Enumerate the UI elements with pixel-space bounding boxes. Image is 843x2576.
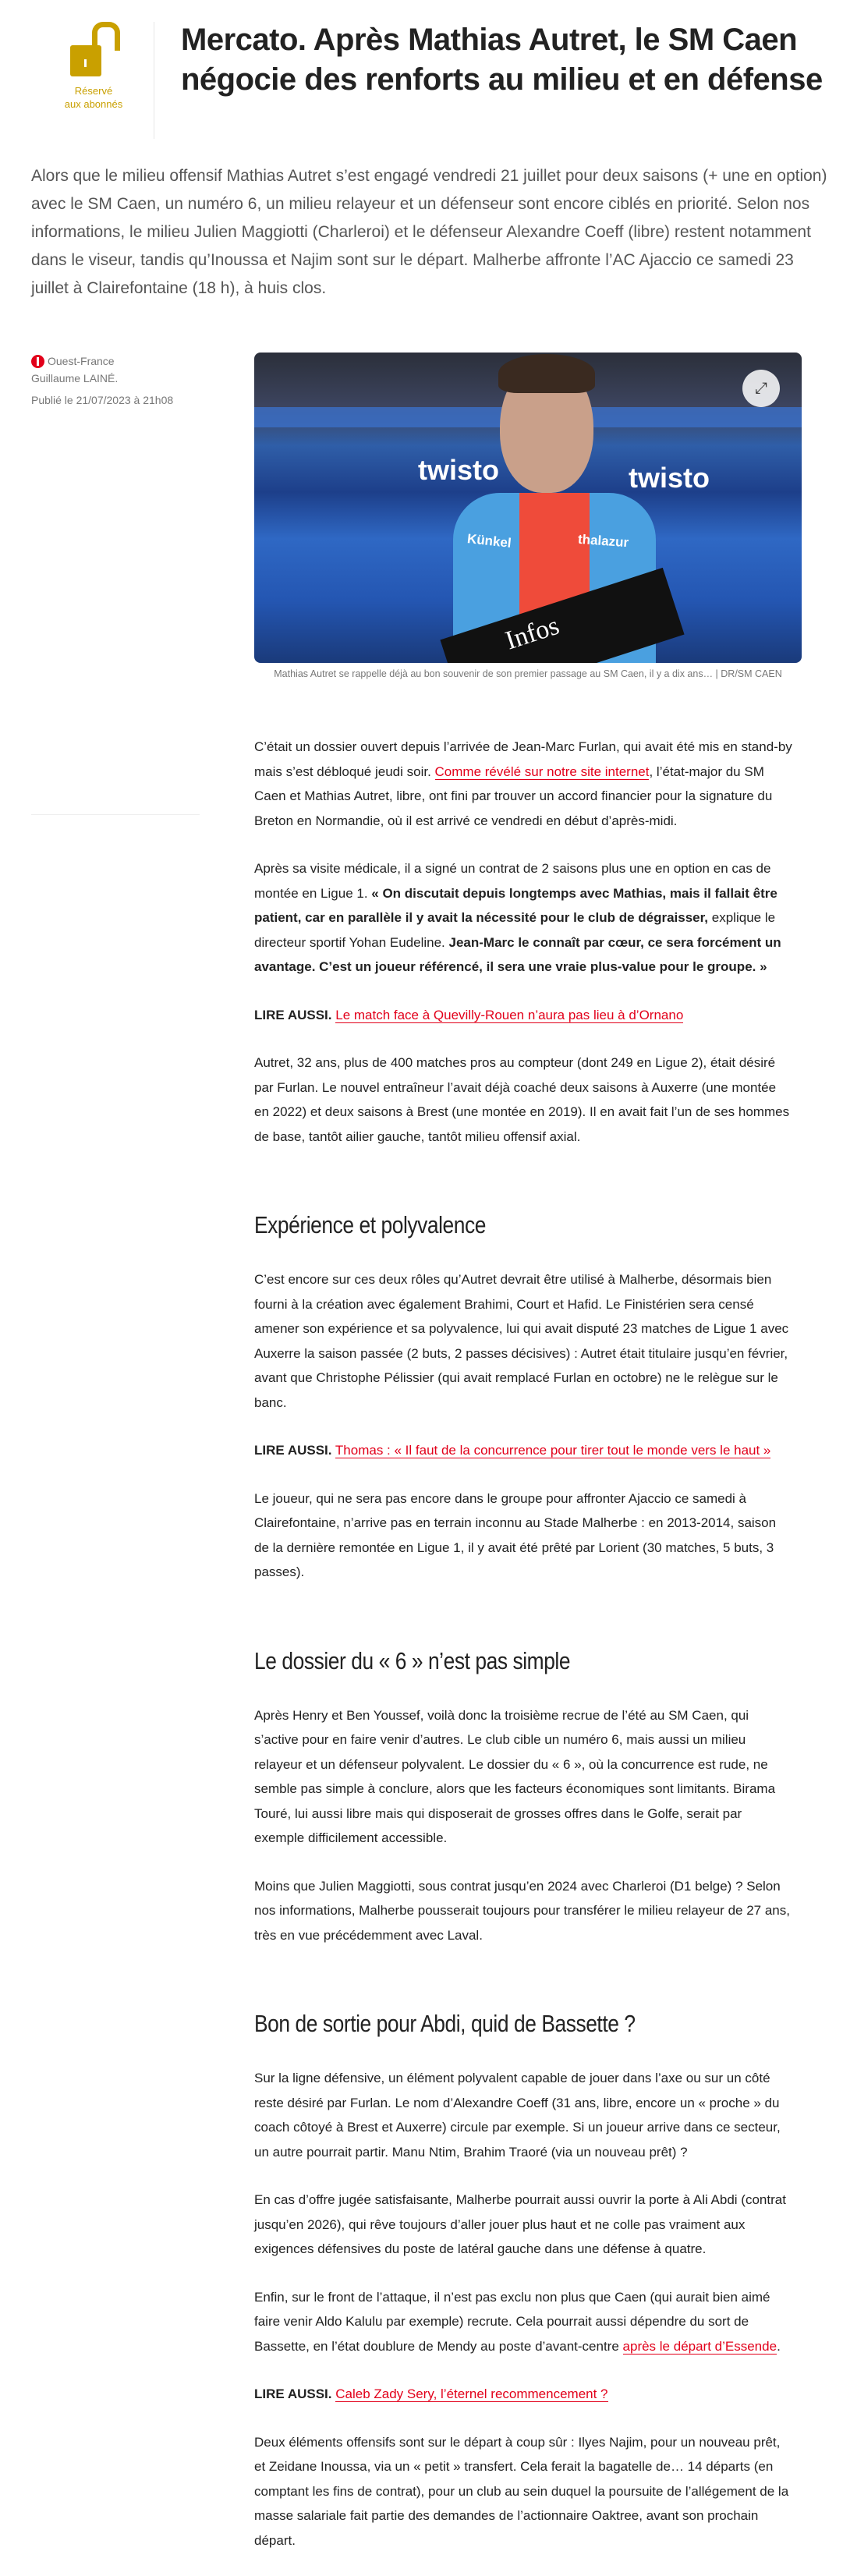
paragraph: En cas d’offre jugée satisfaisante, Malherbe pourrait aussi ouvrir la porte à Ali Abdi (contrat jusqu’en 2026), qui rêve toujours d’aller jouer plus haut et ne colle pas vraiment aux exigences défensives du poste de latéral gauche dans une défense à quatre.	[254, 2192, 786, 2256]
read-also-link[interactable]: Le match face à Quevilly-Rouen n’aura pas lieu à d’Ornano	[335, 1007, 684, 1022]
paragraph: C’est encore sur ces deux rôles qu’Autret devrait être utilisé à Malherbe, désormais bien fourni à la création avec également Brahimi, Court et Hafid. Le Finistérien sera censé amener son expérience et sa polyvalence, lui qui avait disputé 23 matches de Ligue 1 avec Auxerre la saison passée (2 buts, 2 passes décisives) : Autret était titulaire jusqu’en février, avant que Christophe Pélissier (qui avait remplacé Furlan en octobre) ne le relègue sur le banc.	[254, 1272, 789, 1410]
photo-caption: Mathias Autret se rappelle déjà au bon souvenir de son premier passage au SM Caen, il y a dix ans… | DR/SM CAEN	[274, 668, 782, 679]
author: Guillaume LAINÉ.	[31, 372, 119, 384]
article-photo[interactable]	[254, 353, 802, 663]
text: Enfin, sur le front de l’attaque, il n’est pas exclu non plus que Caen (qui aurait bien aimé faire venir Aldo Kalulu par exemple) recrute. Cela pourrait aussi dépendre du sort de Bassette, en l’état doublure de Mendy au poste d’avant-centre	[254, 2289, 770, 2354]
paragraph	[254, 2285, 792, 2359]
paragraph: Après Henry et Ben Youssef, voilà donc la troisième recrue de l’été au SM Caen, qui s’active pour en faire venir d’autres. Le club cible un numéro 6, mais aussi un milieu relayeur et un défenseur polyvalent. Le dossier du « 6 », où la concurrence est rude, ne semble pas simple à conclure, alors que les facteurs économiques sont limitants. Birama Touré, lui aussi libre mais qui disposerait de grosses offres dans le Golfe, serait par exemple difficilement accessible.	[254, 1707, 776, 1845]
article-title: Mercato. Après Mathias Autret, le SM Caen négocie des renforts au milieu et en défense	[181, 23, 823, 97]
text: C’était un dossier ouvert depuis l’arrivée de Jean-Marc Furlan, qui avait été mis en stand-by mais s’est débloqué jeudi soir.	[254, 739, 792, 779]
paragraph: Deux éléments offensifs sont sur le départ à coup sûr : Ilyes Najim, pour un nouveau prêt, et Zeidane Inoussa, via un « petit » transfert. Cela ferait la bagatelle de… 14 départs (en comptant les fins de contrat), pour un club au sein duquel la poursuite de l’allégement de la masse salariale fait partie des demandes de l’actionnaire Oaktree, avant son prochain départ.	[254, 2434, 789, 2548]
article-lead: Alors que le milieu offensif Mathias Autret s’est engagé vendredi 21 juillet pour deux saisons (+ une en option) avec le SM Caen, un numéro 6, un milieu relayeur et un défenseur sont encore ciblés en priorité. Selon nos informations, le milieu Julien Maggiotti (Charleroi) et le défenseur Alexandre Coeff (libre) restent notamment dans le viseur, tandis qu’Inoussa et Najim sont sur le départ. Malherbe affronte l’AC Ajaccio ce samedi 23 juillet à Clairefontaine (18 h), à huis clos.	[31, 167, 827, 297]
read-also	[254, 1003, 792, 1028]
read-also-label: LIRE AUSSI.	[254, 2386, 332, 2401]
quote: Jean-Marc le connaît par cœur, ce sera forcément un avantage. C’est un joueur référencé, il sera une vraie plus-value pour le groupe. »	[254, 934, 781, 974]
publish-date: Publié le 21/07/2023 à 21h08	[31, 394, 174, 406]
read-also	[254, 2382, 792, 2407]
section-heading: Le dossier du « 6 » n’est pas simple	[254, 1646, 571, 1674]
byline	[31, 353, 218, 409]
sidebar-divider	[31, 814, 200, 815]
badge-line2: aux abonnés	[64, 98, 123, 110]
source-name[interactable]: Ouest-France	[48, 355, 115, 367]
read-also-label: LIRE AUSSI.	[254, 1443, 332, 1458]
read-also-label: LIRE AUSSI.	[254, 1007, 332, 1022]
read-also	[254, 1438, 792, 1463]
read-also-link[interactable]: Thomas : « Il faut de la concurrence pour tirer tout le monde vers le haut »	[335, 1443, 771, 1458]
shirt-sponsor-text: Künkel	[466, 531, 512, 551]
text: Après sa visite médicale, il a signé un contrat de 2 saisons plus une en option en cas de montée en Ligue 1.	[254, 861, 771, 901]
shirt-sponsor-text: thalazur	[577, 531, 629, 551]
paragraph: Autret, 32 ans, plus de 400 matches pros au compteur (dont 249 en Ligue 2), était désiré par Furlan. Le nouvel entraîneur l’avait déjà coaché deux saisons à Auxerre (une montée en 2022) et deux saisons à Brest (une montée en 2019). Il en avait fait l’un de ses hommes de base, tantôt ailier gauche, tantôt milieu offensif axial.	[254, 1055, 790, 1144]
ad-board-text: twisto	[418, 454, 499, 486]
subscriber-label	[47, 84, 140, 111]
text: , l’état-major du SM Caen et Mathias Autret, libre, ont fini par trouver un accord financier pour la signature du Breton en Normandie, où il est arrivé ce vendredi en début d’après-midi.	[254, 764, 773, 828]
inline-link[interactable]: après le départ d’Essende	[622, 2338, 777, 2354]
paragraph	[254, 856, 792, 980]
section-heading: Expérience et polyvalence	[254, 1211, 486, 1238]
scarf: Infos	[440, 568, 684, 663]
paragraph: Le joueur, qui ne sera pas encore dans le groupe pour affronter Ajaccio ce samedi à Clairefontaine, n’arrive pas en terrain inconnu au Stade Malherbe : en 2013-2014, saison de la dernière remontée en Ligue 1, il y avait été prêté par Lorient (30 matches, 5 buts, 3 passes).	[254, 1490, 777, 1579]
text: .	[777, 2338, 781, 2354]
badge-line1: Réservé	[74, 85, 113, 97]
inline-link[interactable]: Comme révélé sur notre site internet	[434, 764, 650, 779]
ad-board-text: twisto	[629, 462, 710, 494]
quote: « On discutait depuis longtemps avec Mathias, mais il fallait être patient, car en parallèle il y avait la nécessité pour le club de dégraisser,	[254, 885, 777, 925]
player-figure	[437, 353, 671, 663]
ouest-france-logo-icon	[31, 355, 44, 368]
subscriber-badge	[47, 22, 140, 111]
paragraph: Moins que Julien Maggiotti, sous contrat jusqu’en 2024 avec Charleroi (D1 belge) ? Selon nos informations, Malherbe pousserait toujours pour transférer le milieu relayeur de 27 ans, très en vue précédemment avec Laval.	[254, 1878, 790, 1943]
text: explique le directeur sportif Yohan Eudeline.	[254, 910, 776, 950]
article-body	[254, 735, 792, 2576]
expand-icon[interactable]: ⤢	[742, 370, 780, 407]
unlocked-padlock-icon	[70, 22, 117, 78]
read-also-link[interactable]: Caleb Zady Sery, l’éternel recommencement ?	[335, 2386, 608, 2401]
paragraph	[254, 735, 792, 833]
section-heading: Bon de sortie pour Abdi, quid de Bassette ?	[254, 2010, 636, 2037]
source[interactable]	[31, 353, 218, 370]
paragraph: Sur la ligne défensive, un élément polyvalent capable de jouer dans l’axe ou sur un côté reste désiré par Furlan. Le nom d’Alexandre Coeff (31 ans, libre, encore un « proche » du coach côtoyé à Brest et Auxerre) circule par exemple. Si un joueur arrive dans ce secteur, un autre pourrait partir. Manu Ntim, Brahim Traoré (via un nouveau prêt) ?	[254, 2071, 781, 2160]
